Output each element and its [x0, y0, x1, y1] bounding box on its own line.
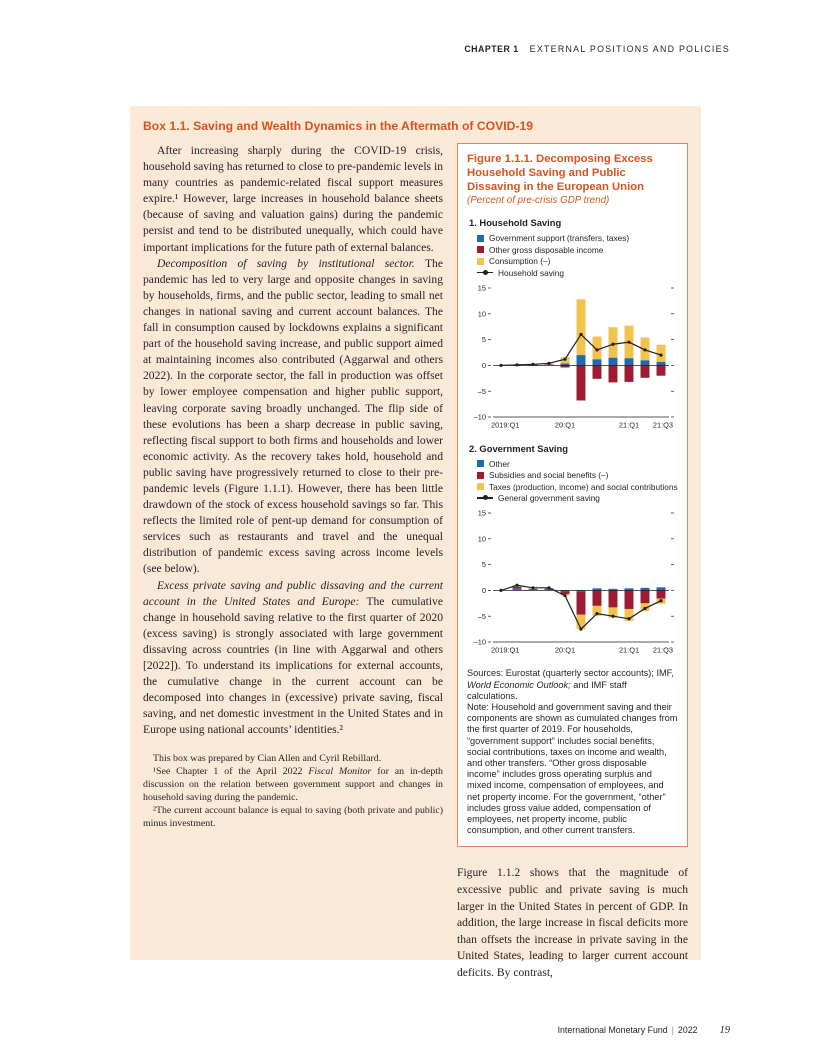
- chart-plot-government: [467, 508, 678, 656]
- legend-label: Subsidies and social benefits (–): [489, 470, 609, 481]
- paragraph-excess-saving: [143, 578, 443, 739]
- figure-sources-post: and IMF staff calculations.: [467, 679, 627, 701]
- legend-item: [477, 245, 678, 255]
- legend-label: Household saving: [498, 267, 564, 278]
- svg-text:0: 0: [481, 360, 486, 370]
- svg-text:2019:Q1: 2019:Q1: [491, 645, 520, 655]
- legend-label: Taxes (production, income) and social contributions: [489, 481, 678, 492]
- legend-label: Other gross disposable income: [489, 244, 604, 255]
- figure-subtitle: (Percent of pre-crisis GDP trend): [467, 195, 610, 207]
- svg-text:–5: –5: [477, 386, 486, 396]
- footnote-credit: This box was prepared by Cian Allen and Cyril Rebillard.: [153, 753, 382, 765]
- box-title: Box 1.1. Saving and Wealth Dynamics in the Aftermath of COVID-19: [143, 119, 534, 133]
- box-right-column: [457, 143, 688, 982]
- legend-label: Other: [489, 458, 510, 469]
- footnote-1-italic: Fiscal Monitor: [308, 766, 372, 778]
- chapter-label: CHAPTER 1: [464, 44, 519, 54]
- figure-sources-italic: World Economic Outlook;: [467, 679, 571, 690]
- legend-line-marker-icon: [477, 493, 493, 502]
- legend-color-swatch: [477, 235, 484, 242]
- page-footer: [558, 1025, 730, 1036]
- legend-label: Consumption (–): [489, 256, 551, 267]
- svg-text:5: 5: [481, 560, 486, 570]
- svg-text:20:Q1: 20:Q1: [554, 420, 576, 430]
- svg-text:21:Q3: 21:Q3: [652, 645, 673, 655]
- footnote-2: ²The current account balance is equal to saving (both private and public) minus investment.: [143, 805, 443, 829]
- figure-sources: [467, 668, 678, 702]
- legend-item: [477, 470, 678, 480]
- svg-text:21:Q1: 21:Q1: [618, 420, 640, 430]
- paragraph-decomposition-text: The pandemic has led to very large and opposite changes in saving by households, firms, and the public sector, leading to small net changes in national saving and current account balances. The fall in consumption caused by lockdowns explains a significant part of the household saving increase, and public support aimed at maintaining incomes also contributed (Aggarwal and others 2022). In the corporate sector, the fall in production was offset by lower employee compensation and higher public support, leaving corporate saving broadly unchanged. The flip side of these evolutions has been a sharp decrease in public saving, reflecting fiscal support to both firms and households and lower economic activity. As the recovery takes hold, household and public saving have progressively returned to close to their pre-pandemic levels (Figure 1.1.1). However, there has been little drawdown of the stock of excess household savings so far. This reflects the limited role of pent-up demand for consumption of services such as restaurants and travel and the unequal distribution of pandemic excess saving across income levels (see below).: [143, 256, 443, 576]
- legend-color-swatch: [477, 472, 484, 479]
- footer-year: 2022: [677, 1025, 698, 1035]
- legend-line-marker-icon: [477, 268, 493, 277]
- legend-item: [477, 459, 678, 469]
- legend-color-swatch: [477, 246, 484, 253]
- svg-text:21:Q1: 21:Q1: [618, 645, 640, 655]
- legend-color-swatch: [477, 258, 484, 265]
- paragraph-intro: [143, 143, 443, 256]
- running-header: [464, 44, 730, 54]
- svg-text:20:Q1: 20:Q1: [554, 645, 576, 655]
- footnote-1-pre: ¹See Chapter 1 of the April 2022: [153, 766, 309, 778]
- paragraph-intro-text: After increasing sharply during the COVID-19 crisis, household saving has returned to close to pre-pandemic levels in many countries as pandemic-related fiscal support measures expire.¹ However, large increases in household balance sheets (because of saving and valuation gains) during the pandemic persist and tend to be distributed unequally, which could have important implications for the future path of external balances.: [143, 144, 443, 254]
- chart-household-saving: [467, 217, 678, 431]
- box-saving-wealth-dynamics: [130, 106, 701, 979]
- legend-color-swatch: [477, 483, 484, 490]
- box-columns: [143, 143, 688, 982]
- svg-text:15: 15: [477, 508, 486, 518]
- legend-item: [477, 256, 678, 266]
- legend-label: Government support (transfers, taxes): [489, 233, 630, 244]
- svg-text:10: 10: [477, 534, 486, 544]
- svg-text:2019:Q1: 2019:Q1: [491, 420, 520, 430]
- legend-item: [477, 482, 678, 492]
- svg-text:21:Q3: 21:Q3: [652, 420, 673, 430]
- svg-text:0: 0: [481, 586, 486, 596]
- paragraph-excess-saving-text: The cumulative change in household saving relative to the first quarter of 2020 (excess saving) is strongly associated with large government dissaving across countries (in line with Aggarwal and others [2022]). To understand its implications for external accounts, the cumulative change in the current account can be decomposed into changes in (excessive) private saving, fiscal saving, and net domestic investment in the United States and in Europe using national accounts’ identities.²: [143, 594, 444, 737]
- figure-panel: [457, 143, 688, 847]
- footnotes: [143, 753, 443, 830]
- chart-government-saving: [467, 443, 678, 657]
- chart-legend: [477, 459, 678, 504]
- figure-title: Figure 1.1.1. Decomposing Excess Household Saving and Public Dissaving in the European Union: [467, 153, 653, 193]
- paragraph-decomposition: [143, 256, 443, 578]
- figure-note: Note: Household and government saving and their components are shown as cumulated changes from the first quarter of 2019. For households, “government support” includes social benefits, social contributions, taxes on income and wealth, and other transfers. “Other gross disposable income” includes gross operating surplus and mixed income, compensation of employees, and net property income. For the government, “other” includes gross value added, compensation of employees, net property income, public consumption, and other current transfers.: [467, 702, 678, 836]
- legend-color-swatch: [477, 460, 484, 467]
- svg-text:–5: –5: [477, 612, 486, 622]
- legend-label: General government saving: [498, 493, 600, 504]
- svg-text:5: 5: [481, 335, 486, 345]
- footnote-1: [143, 766, 443, 805]
- chart-panel-label: 2. Government Saving: [469, 442, 568, 454]
- paragraph-excess-saving-lead: Excess private saving and public dissaving and the current account in the United States and Europe:: [143, 578, 443, 608]
- legend-item: [477, 268, 678, 278]
- legend-item: [477, 233, 678, 243]
- footnote-1-post: for an in-depth discussion on the relation between government support and changes in household saving during the pandemic.: [143, 766, 443, 804]
- continuation-paragraph: Figure 1.1.2 shows that the magnitude of excessive public and private saving is much larger in the United States in percent of GDP. In addition, the large increase in fiscal deficits more than offsets the increase in private saving in the United States, leading to larger current account deficits. By contrast,: [457, 866, 688, 979]
- chapter-title: EXTERNAL POSITIONS AND POLICIES: [529, 44, 730, 54]
- footer-divider: |: [671, 1025, 674, 1035]
- box-left-column: [143, 143, 443, 831]
- legend-item: [477, 493, 678, 503]
- chart-legend: [477, 233, 678, 278]
- svg-text:15: 15: [477, 283, 486, 293]
- chart-panel-label: 1. Household Saving: [469, 217, 562, 229]
- svg-text:–10: –10: [473, 637, 486, 647]
- paragraph-decomposition-lead: Decomposition of saving by institutional sector.: [157, 256, 425, 270]
- chart-plot-household: [467, 283, 678, 431]
- publisher-label: International Monetary Fund: [557, 1025, 668, 1035]
- svg-text:–10: –10: [473, 412, 486, 422]
- svg-text:10: 10: [477, 309, 486, 319]
- figure-sources-pre: Sources: Eurostat (quarterly sector accounts); IMF,: [467, 668, 674, 679]
- page-number: 19: [719, 1025, 730, 1036]
